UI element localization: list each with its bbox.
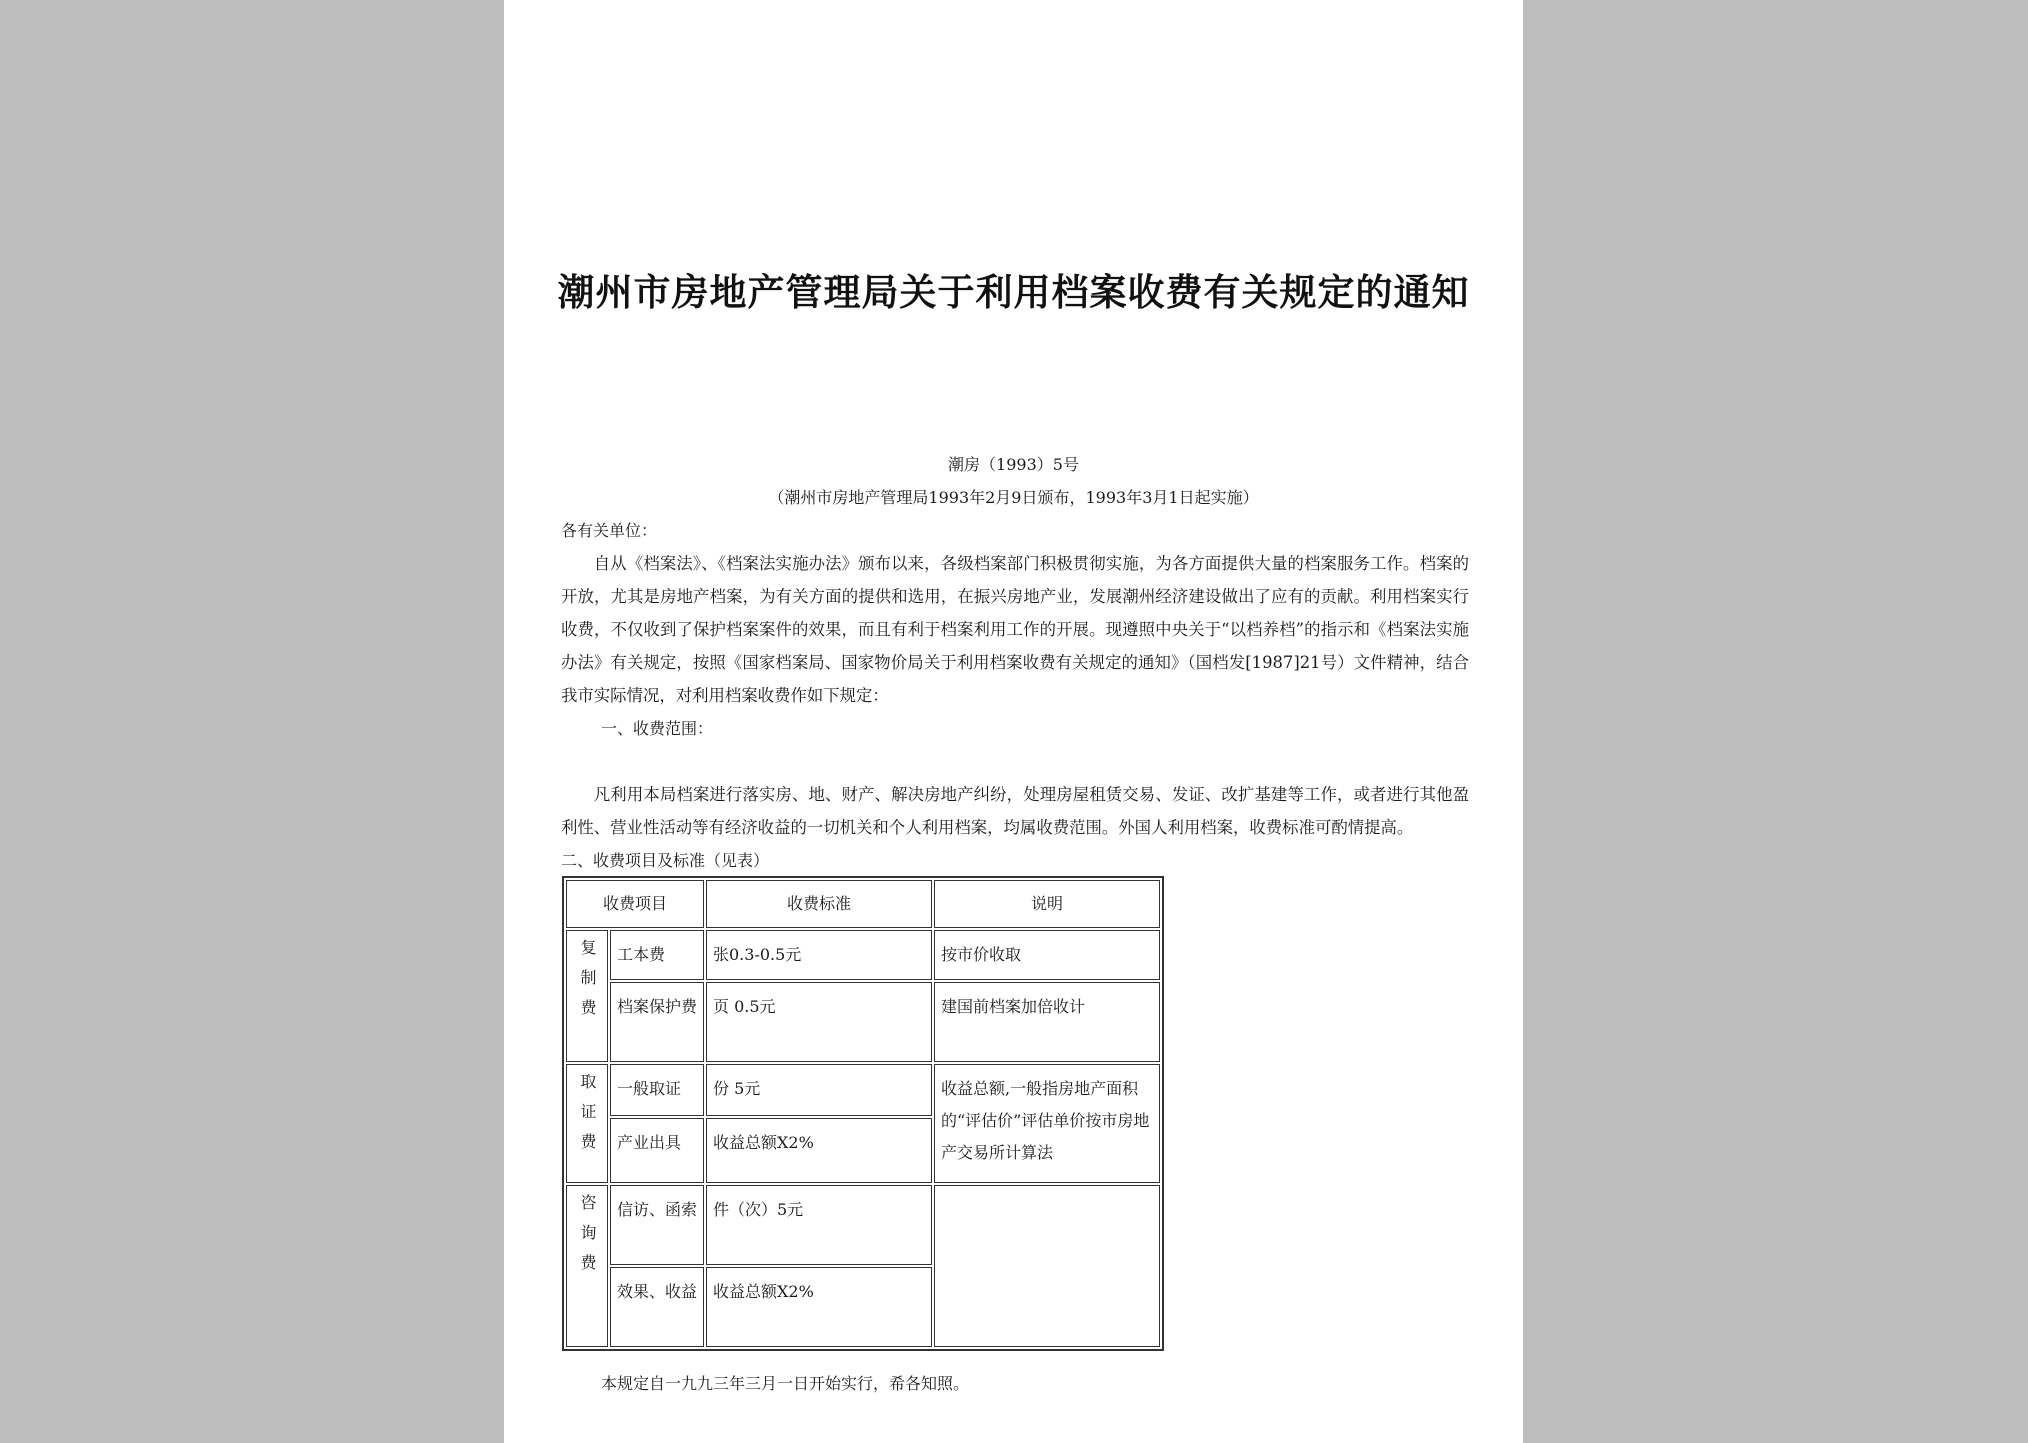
item-cell: 产业出具: [610, 1118, 704, 1183]
table-row: [566, 1064, 1160, 1116]
standard-cell: 收益总额X2%: [706, 1118, 932, 1183]
closing-statement: 本规定自一九九三年三月一日开始实行，希各知照。: [601, 1374, 970, 1393]
scope-paragraph: [561, 778, 1469, 844]
table-row: [566, 982, 1160, 1062]
category-consult-fee: [566, 1185, 608, 1347]
standard-cell: 收益总额X2%: [706, 1267, 932, 1347]
header-fee-standard: 收费标准: [706, 880, 932, 928]
category-evidence-fee: [566, 1064, 608, 1183]
fee-table: [562, 876, 1164, 1351]
note-cell: [934, 1185, 1160, 1347]
standard-cell: 张0.3-0.5元: [706, 930, 932, 980]
item-cell: 一般取证: [610, 1064, 704, 1116]
standard-cell: 页 0.5元: [706, 982, 932, 1062]
item-cell: 效果、收益: [610, 1267, 704, 1347]
table-row: [566, 930, 1160, 980]
standard-cell: 件（次）5元: [706, 1185, 932, 1265]
document-title: 潮州市房地产管理局关于利用档案收费有关规定的通知: [557, 270, 1470, 314]
table-header-row: [566, 880, 1160, 928]
header-fee-item: 收费项目: [566, 880, 704, 928]
note-cell: 收益总额,一般指房地产面积的“评估价”评估单价按市房地产交易所计算法: [934, 1064, 1160, 1183]
document-page: [504, 0, 1523, 1443]
note-cell: 按市价收取: [934, 930, 1160, 980]
note-cell: 建国前档案加倍收计: [934, 982, 1160, 1062]
item-cell: 档案保护费: [610, 982, 704, 1062]
header-note: 说明: [934, 880, 1160, 928]
scope-paragraph-text: 凡利用本局档案进行落实房、地、财产、解决房地产纠纷，处理房屋租赁交易、发证、改扩基建等工作，或者进行其他盈利性、营业性活动等有经济收益的一切机关和个人利用档案，均属收费范围。外国人利用档案，收费标准可酌情提高。: [561, 785, 1469, 837]
document-number: 潮房（1993）5号: [948, 455, 1079, 474]
category-copy-fee: [566, 930, 608, 1062]
category-label: 咨询费: [578, 1194, 597, 1284]
intro-paragraph-text: 自从《档案法》、《档案法实施办法》颁布以来，各级档案部门积极贯彻实施，为各方面提供大量的档案服务工作。档案的开放，尤其是房地产档案，为有关方面的提供和选用，在振兴房地产业，发展潮州经济建设做出了应有的贡献。利用档案实行收费，不仅收到了保护档案案件的效果，而且有利于档案利用工作的开展。现遵照中央关于“以档养档”的指示和《档案法实施办法》有关规定，按照《国家档案局、国家物价局关于利用档案收费有关规定的通知》（国档发[1987]21号）文件精神，结合我市实际情况，对利用档案收费作如下规定：: [561, 554, 1469, 705]
salutation: 各有关单位：: [561, 521, 658, 540]
item-cell: 工本费: [610, 930, 704, 980]
category-label: 复制费: [578, 939, 597, 1029]
intro-paragraph: [561, 547, 1469, 712]
category-label: 取证费: [578, 1073, 597, 1163]
item-cell: 信访、函索: [610, 1185, 704, 1265]
section2-heading: 二、收费项目及标准（见表）: [561, 851, 770, 870]
issue-info: （潮州市房地产管理局1993年2月9日颁布，1993年3月1日起实施）: [768, 488, 1259, 507]
standard-cell: 份 5元: [706, 1064, 932, 1116]
section1-heading: 一、收费范围：: [601, 719, 714, 738]
table-row: [566, 1185, 1160, 1265]
